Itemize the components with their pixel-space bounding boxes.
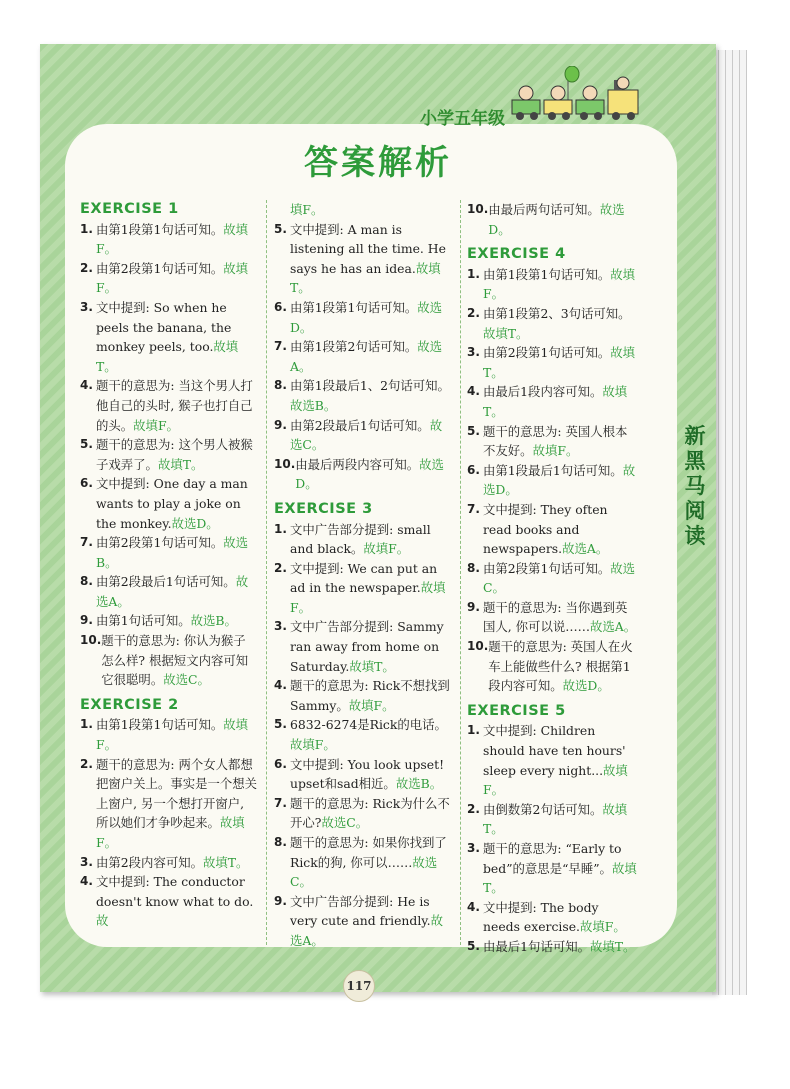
answer-number: 7. (274, 795, 287, 810)
answer-key: 故选D。 (295, 456, 444, 492)
answer-number: 1. (274, 521, 287, 536)
answer-explanation: 由第2段第1句话可知。 (483, 345, 611, 361)
train-illustration (510, 66, 645, 124)
answer-text-wrap (290, 715, 452, 754)
answer-key: 故选D。 (488, 202, 625, 237)
answer-key: 故填F。 (96, 221, 249, 257)
answer-key: 故选B。 (290, 397, 337, 413)
answer-item (274, 376, 452, 415)
answer-item (274, 676, 452, 715)
answer-explanation: 文中提到: We can put an ad in the newspaper. (290, 560, 438, 596)
answer-explanation: 文中广告部分提到: He is very cute and friendly. (290, 893, 431, 929)
answer-text-wrap (290, 794, 452, 833)
answer-text-wrap (290, 676, 452, 715)
answer-explanation: 6832-6274是Rick的电话。 (290, 717, 447, 733)
answer-key: 故填T。 (290, 260, 441, 296)
series-title (680, 424, 710, 549)
answer-key: 故选D。 (290, 299, 443, 335)
answer-explanation: 题干的意思为: 英国人根本不友好。 (483, 423, 628, 459)
answer-text-wrap (295, 455, 452, 494)
answer-key: 故选C。 (483, 560, 636, 596)
answer-text-wrap (483, 500, 637, 559)
answer-text-wrap (290, 617, 452, 676)
answer-item (467, 598, 637, 637)
answer-key: 故填T。 (483, 325, 529, 341)
answer-item (467, 637, 637, 696)
answer-number: 10. (467, 639, 489, 654)
answer-number: 6. (80, 476, 93, 491)
answer-text-wrap (290, 416, 452, 455)
answer-item (274, 298, 452, 337)
answer-explanation: 题干的意思为: Rick为什么不开心? (290, 795, 450, 831)
page-title: 答案解析 (304, 143, 452, 183)
answer-number: 1. (467, 266, 480, 281)
answer-text-wrap (96, 259, 258, 298)
answer-explanation: 由第2段第1句话可知。 (96, 260, 224, 276)
answer-column-2 (274, 200, 452, 951)
answer-explanation: 题干的意思为: 两个女人都想把窗户关上。事实是一个想关上窗户, 另一个想打开窗户, 所以她们才争吵起来。 (96, 756, 258, 831)
answer-column-1 (80, 200, 258, 931)
series-title-char: 新 (684, 424, 706, 448)
answer-key: 故填T。 (590, 938, 636, 954)
answer-number: 10. (274, 456, 296, 471)
answer-text-wrap (483, 598, 637, 637)
answer-text-wrap (290, 892, 452, 951)
exercise-heading: EXERCISE 1 (80, 201, 179, 217)
answer-item (274, 559, 452, 618)
answer-text-wrap (290, 337, 452, 376)
answer-key: 故填T。 (483, 345, 636, 380)
answer-text-wrap (96, 572, 258, 611)
answer-explanation: 由第1段第1句话可知。 (96, 221, 224, 237)
answer-key: 故选B。 (395, 776, 443, 792)
answer-item (467, 461, 637, 500)
answer-explanation: 由第2段第1句话可知。 (483, 560, 611, 576)
answer-key: 故填F。 (579, 919, 626, 935)
answer-key: 故填F。 (96, 717, 249, 753)
answer-number: 5. (274, 221, 287, 236)
exercise-heading: EXERCISE 5 (467, 702, 566, 719)
answer-key: 故选A。 (96, 574, 249, 609)
answer-text-wrap (290, 520, 452, 559)
answer-explanation: 题干的意思为: “Early to bed”的意思是“早睡”。 (483, 841, 622, 876)
answer-explanation: 由最后两句话可知。 (488, 202, 600, 217)
answer-explanation: 由第1段第1句话可知。 (290, 299, 418, 315)
answer-explanation: 题干的意思为: 这个男人被猴子戏弄了。 (96, 437, 253, 472)
answer-item (80, 435, 258, 474)
answer-number: 6. (274, 756, 287, 771)
answer-item (467, 200, 637, 239)
answer-text-wrap (96, 220, 258, 259)
answer-item (274, 755, 452, 794)
answer-text-wrap (96, 376, 258, 435)
answer-text-wrap (96, 872, 258, 931)
answer-text-wrap (101, 631, 258, 690)
answer-explanation: 文中提到: They often read books and newspapers. (483, 501, 608, 557)
answer-text-wrap (483, 382, 637, 421)
answer-text-wrap (290, 220, 452, 298)
answer-number: 4. (467, 384, 480, 399)
answer-number: 1. (80, 221, 93, 236)
answer-item (274, 220, 452, 298)
answer-text-wrap (483, 800, 637, 839)
answer-explanation: 文中提到: One day a man wants to play a joke on the monkey. (96, 476, 248, 531)
answer-explanation: 由第1句话可知。 (96, 613, 191, 629)
answer-item (467, 422, 637, 461)
answer-key: 故填F。 (483, 266, 636, 302)
answer-column-3 (467, 200, 637, 957)
answer-key: 故 (96, 913, 109, 929)
answer-text-wrap (290, 376, 452, 415)
answer-explanation: 由第1段第1句话可知。 (483, 266, 611, 282)
answer-key: 故选C。 (290, 417, 443, 453)
answer-text-wrap (483, 937, 637, 957)
answer-key: 故选B。 (96, 535, 249, 570)
answer-text-wrap (483, 304, 637, 343)
answer-text-wrap (96, 853, 258, 873)
page-edges (712, 50, 752, 995)
answer-number: 8. (274, 835, 287, 849)
grade-label: 小学五年级 (420, 109, 505, 129)
answer-explanation: 由最后1段内容可知。 (483, 384, 603, 400)
series-title-char: 读 (684, 524, 706, 548)
answer-explanation: 题干的意思为: 如果你找到了Rick的狗, 你可以…… (290, 835, 447, 870)
answer-text-wrap (290, 833, 452, 892)
answer-text-wrap (483, 839, 637, 898)
answer-item (80, 631, 258, 690)
answer-item (80, 872, 258, 931)
answer-number: 6. (274, 299, 287, 314)
answer-item (467, 800, 637, 839)
answer-item (80, 533, 258, 572)
answer-number: 10. (467, 202, 489, 216)
answer-explanation: 由第1段第2句话可知。 (290, 339, 418, 355)
answer-text-wrap (96, 533, 258, 572)
answer-number: 9. (80, 613, 93, 628)
answer-key: 故填F。 (133, 417, 179, 433)
answer-text-wrap (96, 715, 258, 754)
answer-item (274, 715, 452, 754)
answer-item (274, 794, 452, 833)
answer-number: 8. (274, 378, 287, 393)
answer-number: 2. (274, 560, 287, 575)
answer-explanation: 题干的意思为: Rick不想找到Sammy。 (290, 678, 450, 713)
answer-item (467, 304, 637, 343)
answer-item (467, 937, 637, 957)
answer-number: 4. (274, 678, 287, 693)
answer-key: 故填F。 (290, 737, 336, 753)
page-number: 117 (343, 970, 375, 1002)
answer-key: 故选A。 (290, 913, 443, 948)
answer-number: 3. (80, 299, 93, 314)
answer-item (80, 611, 258, 631)
column-divider (266, 200, 268, 945)
answer-text-wrap (483, 422, 637, 461)
answer-number: 10. (80, 633, 102, 648)
answer-number: 3. (80, 854, 93, 869)
answer-key: 故填F。 (96, 260, 249, 296)
answer-text-wrap (488, 200, 637, 239)
answer-item (274, 892, 452, 951)
answer-text-wrap (483, 559, 637, 598)
answer-text-wrap (290, 298, 452, 337)
answer-key: 故选C。 (163, 672, 210, 688)
answer-key: 填F。 (290, 202, 324, 217)
answer-key: 故填T。 (96, 339, 239, 374)
answer-explanation: 由第2段最后1句话可知。 (96, 574, 236, 590)
answer-text-wrap (483, 265, 637, 304)
answer-number: 2. (467, 801, 480, 816)
answer-number: 8. (80, 574, 93, 589)
exercise-heading: EXERCISE 4 (467, 246, 566, 263)
answer-explanation: 由第1段最后1句话可知。 (483, 462, 623, 478)
answer-item (80, 298, 258, 376)
answer-number: 7. (274, 339, 287, 354)
answer-text-wrap (290, 755, 452, 794)
answer-number: 9. (274, 893, 287, 908)
answer-explanation: 题干的意思为: 你认为猴子怎么样? 根据短文内容可知它很聪明。 (101, 633, 249, 688)
answer-number: 9. (467, 599, 480, 614)
answer-number: 2. (467, 305, 480, 320)
answer-key: 故填F。 (290, 580, 446, 615)
answer-explanation: 文中提到: A man is listening all the time. He says he has an idea. (290, 221, 446, 276)
answer-text-wrap (96, 474, 258, 533)
answer-key: 故填F。 (348, 697, 395, 713)
answer-item (467, 721, 637, 799)
answer-key: 故选B。 (190, 613, 237, 629)
answer-key: 故选A。 (562, 541, 609, 557)
answer-key: 故选A。 (290, 339, 443, 374)
answer-item (467, 500, 637, 559)
answer-explanation: 由最后两段内容可知。 (295, 456, 420, 472)
answer-item (80, 755, 258, 853)
answer-item (80, 220, 258, 259)
answer-explanation: 文中提到: Children should have ten hours' sleep every night... (483, 723, 626, 778)
answer-key: 故选A。 (590, 619, 637, 635)
series-title-char: 马 (684, 474, 706, 498)
answer-number: 7. (467, 501, 480, 516)
answer-explanation: 由第2段最后1句话可知。 (290, 417, 430, 433)
answer-item (274, 617, 452, 676)
answer-item (80, 376, 258, 435)
column-divider (460, 200, 462, 945)
answer-number: 7. (80, 535, 93, 550)
answer-explanation: 文中提到: So when he peels the banana, the monkey peels, too. (96, 299, 232, 355)
answer-text-wrap (483, 898, 637, 937)
answer-item (274, 416, 452, 455)
answer-key: 故填T。 (157, 456, 204, 472)
answer-number: 5. (80, 437, 93, 452)
answer-key: 故填T。 (483, 801, 628, 837)
answer-key: 故填F。 (532, 443, 579, 459)
answer-key: 故填T。 (483, 384, 628, 419)
answer-explanation: 由倒数第2句话可知。 (483, 801, 603, 817)
answer-item (274, 520, 452, 559)
answer-number: 3. (467, 841, 480, 855)
answer-key: 故填F。 (483, 762, 628, 798)
exercise-heading: EXERCISE 3 (274, 500, 373, 517)
answer-text-wrap (290, 559, 452, 618)
answer-explanation: 题干的意思为: 英国人在火车上能做些什么? 根据第1段内容可知。 (488, 639, 633, 694)
answer-key: 故填T。 (349, 658, 395, 674)
answer-number: 8. (467, 560, 480, 575)
answer-explanation: 由第1段第2、3句话可知。 (483, 305, 631, 321)
answer-text-wrap (96, 611, 258, 631)
answer-number: 2. (80, 756, 93, 771)
answer-explanation: 由第2段第1句话可知。 (96, 535, 224, 551)
answer-explanation: 由第1段第1句话可知。 (96, 717, 224, 733)
answer-explanation: 题干的意思为: 当这个男人打他自己的头时, 猴子也打自己的头。 (96, 378, 253, 433)
series-title-char: 黑 (684, 449, 706, 473)
answer-item (467, 898, 637, 937)
answer-item (274, 833, 452, 892)
answer-item (274, 200, 452, 220)
answer-text-wrap (483, 343, 637, 382)
answer-key: 故选D。 (562, 678, 610, 694)
answer-explanation: 文中提到: The body needs exercise. (483, 899, 599, 935)
answer-number: 4. (467, 899, 480, 914)
answer-number: 3. (467, 345, 480, 360)
exercise-heading: EXERCISE 2 (80, 696, 179, 713)
answer-number: 4. (80, 378, 93, 393)
answer-number: 5. (467, 423, 480, 438)
answer-number: 1. (80, 717, 93, 732)
answer-explanation: 文中提到: You look upset! upset和sad相近。 (290, 756, 445, 792)
answer-explanation: 题干的意思为: 当你遇到英国人, 你可以说…… (483, 599, 628, 635)
answer-text-wrap (290, 200, 452, 220)
answer-item (274, 337, 452, 376)
answer-text-wrap (96, 755, 258, 853)
answer-item (467, 343, 637, 382)
answer-text-wrap (96, 298, 258, 376)
answer-item (467, 559, 637, 598)
answer-key: 故填T。 (203, 854, 249, 870)
answer-item (467, 265, 637, 304)
answer-key: 故选D。 (171, 515, 219, 531)
answer-explanation: 由第1段最后1、2句话可知。 (290, 378, 450, 394)
answer-explanation: 由最后1句话可知。 (483, 938, 591, 954)
answer-item (80, 715, 258, 754)
answer-item (80, 474, 258, 533)
series-title-char: 阅 (684, 499, 706, 523)
answer-explanation: 文中广告部分提到: small and black。 (290, 521, 431, 557)
answer-item (467, 382, 637, 421)
answer-key: 故填T。 (483, 860, 637, 896)
answer-number: 4. (80, 874, 93, 889)
answer-text-wrap (96, 435, 258, 474)
answer-item (80, 572, 258, 611)
answer-number: 5. (467, 938, 480, 953)
answer-key: 故选D。 (483, 462, 636, 498)
answer-number: 2. (80, 260, 93, 275)
answer-item (467, 839, 637, 898)
answer-key: 故选C。 (321, 815, 369, 831)
answer-key: 故选C。 (290, 854, 438, 890)
answer-explanation: 文中提到: The conductor doesn't know what to do. (96, 874, 254, 909)
answer-text-wrap (483, 461, 637, 500)
answer-item (80, 259, 258, 298)
answer-number: 3. (274, 619, 287, 634)
answer-key: 故填F。 (363, 541, 410, 557)
answer-key: 故填F。 (96, 815, 245, 850)
answer-text-wrap (483, 721, 637, 799)
answer-number: 1. (467, 723, 480, 738)
answer-number: 6. (467, 462, 480, 477)
answer-explanation: 由第2段内容可知。 (96, 854, 204, 870)
answer-item (80, 853, 258, 873)
answer-number: 9. (274, 417, 287, 432)
answer-number: 5. (274, 717, 287, 732)
answer-text-wrap (488, 637, 637, 696)
answer-item (274, 455, 452, 494)
answer-explanation: 文中广告部分提到: Sammy ran away from home on Saturday. (290, 619, 444, 674)
